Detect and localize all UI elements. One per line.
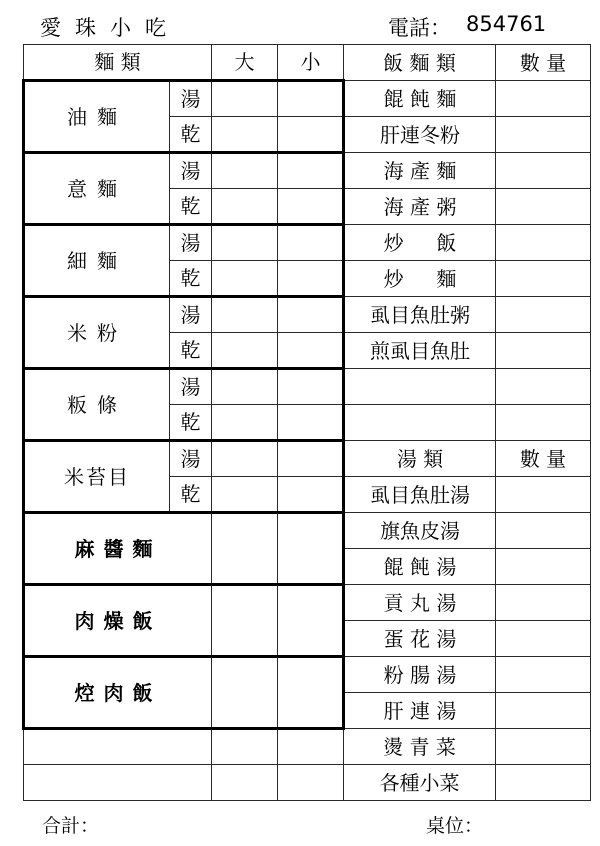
header-quantity: 數 量 bbox=[496, 45, 591, 81]
small-qty-cell[interactable] bbox=[278, 513, 344, 585]
dry-option: 乾 bbox=[170, 333, 212, 369]
soup-item: 各種小菜 bbox=[344, 765, 496, 801]
table-seat-label: 桌位： bbox=[426, 815, 484, 837]
rice-item: 虱目魚肚粥 bbox=[344, 297, 496, 333]
small-qty-cell[interactable] bbox=[278, 333, 344, 369]
soup-item: 粉 腸 湯 bbox=[344, 657, 496, 693]
order-form bbox=[22, 44, 591, 801]
rice-item: 海 產 麵 bbox=[344, 153, 496, 189]
large-qty-cell[interactable] bbox=[212, 225, 278, 261]
bold-item: 麻醬麵 bbox=[24, 513, 212, 585]
quantity-cell[interactable] bbox=[496, 729, 591, 765]
soup-option: 湯 bbox=[170, 441, 212, 477]
large-qty-cell[interactable] bbox=[212, 729, 278, 765]
quantity-cell[interactable] bbox=[496, 657, 591, 693]
bold-item: 焢肉飯 bbox=[24, 657, 212, 729]
small-qty-cell[interactable] bbox=[278, 225, 344, 261]
noodle-item: 粄條 bbox=[24, 369, 170, 441]
noodle-item: 米粉 bbox=[24, 297, 170, 369]
quantity-cell[interactable] bbox=[496, 153, 591, 189]
blank-item-cell[interactable] bbox=[24, 729, 212, 765]
small-qty-cell[interactable] bbox=[278, 477, 344, 513]
dry-option: 乾 bbox=[170, 189, 212, 225]
dry-option: 乾 bbox=[170, 405, 212, 441]
soup-item: 貢 丸 湯 bbox=[344, 585, 496, 621]
large-qty-cell[interactable] bbox=[212, 297, 278, 333]
small-qty-cell[interactable] bbox=[278, 189, 344, 225]
header-noodle-type: 麵 類 bbox=[24, 45, 212, 81]
soup-item: 蛋 花 湯 bbox=[344, 621, 496, 657]
soup-item: 餛 飩 湯 bbox=[344, 549, 496, 585]
quantity-cell[interactable] bbox=[496, 369, 591, 405]
bold-item: 肉燥飯 bbox=[24, 585, 212, 657]
quantity-cell[interactable] bbox=[496, 621, 591, 657]
soup-item: 旗魚皮湯 bbox=[344, 513, 496, 549]
dry-option: 乾 bbox=[170, 117, 212, 153]
quantity-cell[interactable] bbox=[496, 189, 591, 225]
quantity-cell[interactable] bbox=[496, 81, 591, 117]
small-qty-cell[interactable] bbox=[278, 657, 344, 729]
noodle-item: 米苔目 bbox=[24, 441, 170, 513]
quantity-cell[interactable] bbox=[496, 585, 591, 621]
large-qty-cell[interactable] bbox=[212, 477, 278, 513]
rice-item: 炒 麵 bbox=[344, 261, 496, 297]
dry-option: 乾 bbox=[170, 261, 212, 297]
quantity-cell[interactable] bbox=[496, 765, 591, 801]
large-qty-cell[interactable] bbox=[212, 405, 278, 441]
large-qty-cell[interactable] bbox=[212, 585, 278, 657]
quantity-cell[interactable] bbox=[496, 225, 591, 261]
soup-option: 湯 bbox=[170, 297, 212, 333]
small-qty-cell[interactable] bbox=[278, 81, 344, 117]
small-qty-cell[interactable] bbox=[278, 297, 344, 333]
rice-item: 煎虱目魚肚 bbox=[344, 333, 496, 369]
large-qty-cell[interactable] bbox=[212, 513, 278, 585]
noodle-item: 油麵 bbox=[24, 81, 170, 153]
shop-name: 愛珠小吃 bbox=[40, 16, 180, 40]
soup-item: 肝 連 湯 bbox=[344, 693, 496, 729]
rice-item: 炒 飯 bbox=[344, 225, 496, 261]
soup-option: 湯 bbox=[170, 225, 212, 261]
quantity-cell[interactable] bbox=[496, 297, 591, 333]
quantity-cell[interactable] bbox=[496, 693, 591, 729]
rice-item: 海 產 粥 bbox=[344, 189, 496, 225]
quantity-cell[interactable] bbox=[496, 477, 591, 513]
quantity-cell[interactable] bbox=[496, 549, 591, 585]
header-rice-noodle-type: 飯 麵 類 bbox=[344, 45, 496, 81]
large-qty-cell[interactable] bbox=[212, 765, 278, 801]
small-qty-cell[interactable] bbox=[278, 585, 344, 657]
large-qty-cell[interactable] bbox=[212, 81, 278, 117]
small-qty-cell[interactable] bbox=[278, 765, 344, 801]
noodle-item: 細麵 bbox=[24, 225, 170, 297]
soup-section-header: 湯 類 bbox=[344, 441, 496, 477]
quantity-cell[interactable] bbox=[496, 117, 591, 153]
rice-item: 肝連冬粉 bbox=[344, 117, 496, 153]
small-qty-cell[interactable] bbox=[278, 261, 344, 297]
quantity-cell[interactable] bbox=[496, 405, 591, 441]
soup-item: 燙 青 菜 bbox=[344, 729, 496, 765]
quantity-cell[interactable] bbox=[496, 261, 591, 297]
dry-option: 乾 bbox=[170, 477, 212, 513]
quantity-cell[interactable] bbox=[496, 333, 591, 369]
large-qty-cell[interactable] bbox=[212, 441, 278, 477]
large-qty-cell[interactable] bbox=[212, 261, 278, 297]
soup-option: 湯 bbox=[170, 369, 212, 405]
small-qty-cell[interactable] bbox=[278, 729, 344, 765]
header-large: 大 bbox=[212, 45, 278, 81]
total-label: 合計： bbox=[42, 815, 100, 837]
soup-option: 湯 bbox=[170, 81, 212, 117]
soup-option: 湯 bbox=[170, 153, 212, 189]
rice-item: 餛 飩 麵 bbox=[344, 81, 496, 117]
header-small: 小 bbox=[278, 45, 344, 81]
empty-cell bbox=[344, 369, 496, 405]
small-qty-cell[interactable] bbox=[278, 117, 344, 153]
small-qty-cell[interactable] bbox=[278, 441, 344, 477]
phone-number: 854761 bbox=[466, 12, 547, 36]
small-qty-cell[interactable] bbox=[278, 369, 344, 405]
small-qty-cell[interactable] bbox=[278, 153, 344, 189]
large-qty-cell[interactable] bbox=[212, 333, 278, 369]
large-qty-cell[interactable] bbox=[212, 189, 278, 225]
empty-cell bbox=[344, 405, 496, 441]
large-qty-cell[interactable] bbox=[212, 657, 278, 729]
large-qty-cell[interactable] bbox=[212, 117, 278, 153]
quantity-cell[interactable] bbox=[496, 513, 591, 549]
noodle-item: 意麵 bbox=[24, 153, 170, 225]
phone-label: 電話： bbox=[388, 16, 451, 40]
large-qty-cell[interactable] bbox=[212, 153, 278, 189]
blank-item-cell[interactable] bbox=[24, 765, 212, 801]
large-qty-cell[interactable] bbox=[212, 369, 278, 405]
small-qty-cell[interactable] bbox=[278, 405, 344, 441]
soup-quantity-header: 數 量 bbox=[496, 441, 591, 477]
soup-item: 虱目魚肚湯 bbox=[344, 477, 496, 513]
